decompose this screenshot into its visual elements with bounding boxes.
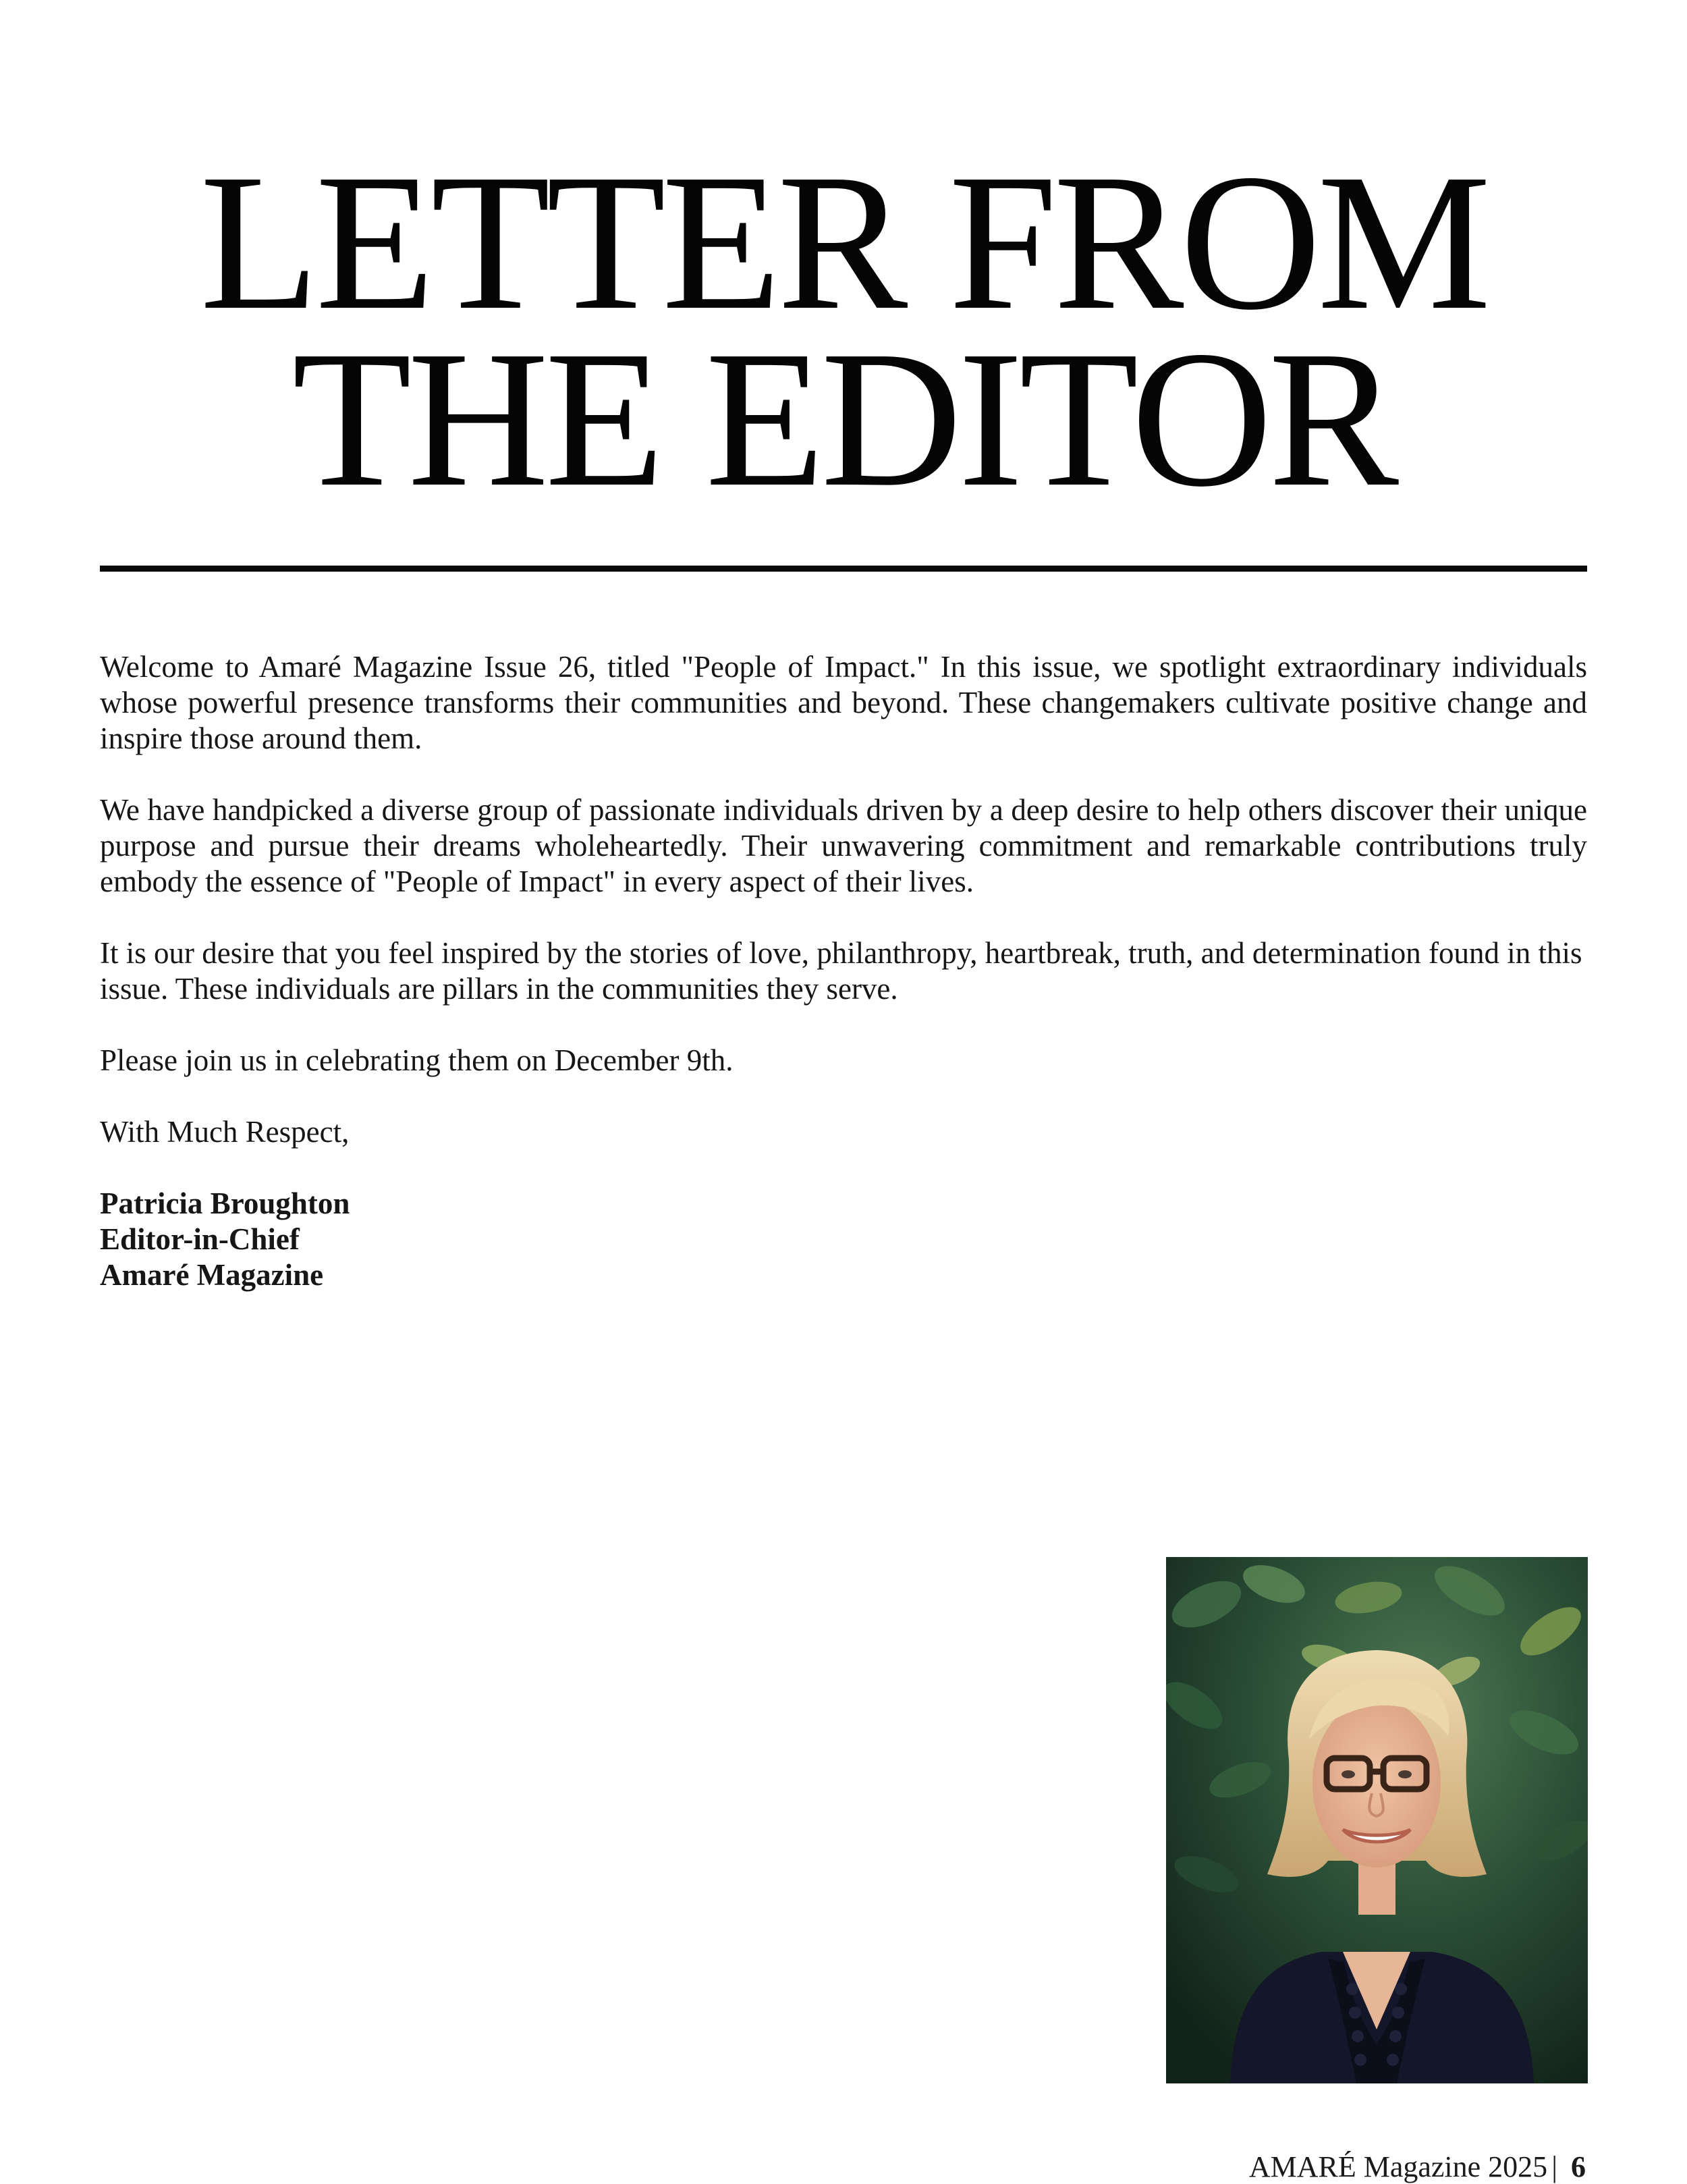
- paragraph-handpicked: We have handpicked a diverse group of passionate individuals driven by a deep desire to help others discover their unique purpose and pursue their dreams wholeheartedly. Their unwavering commitment and remarkable contributions truly embody the essence of "People of Impact" in every aspect of their lives.: [100, 793, 1587, 898]
- paragraph-intro: Welcome to Amaré Magazine Issue 26, titled "People of Impact." In this issue, we spotlight extraordinary individuals whose powerful presence transforms their communities and beyond. These changemakers cultivate positive change and inspire those around them.: [100, 650, 1587, 755]
- title-line-1: LETTER FROM: [200, 134, 1487, 350]
- letter-body: [100, 649, 1587, 1293]
- paragraph-inspired: It is our desire that you feel inspired by the stories of love, philanthropy, heartbreak, truth, and determination found in this issue. These individuals are pillars in the communities they serve.: [100, 936, 1582, 1006]
- signature-block: [100, 1186, 1587, 1293]
- footer-publication: AMARÉ Magazine 2025: [1248, 2150, 1548, 2183]
- footer-separator: |: [1551, 2150, 1557, 2183]
- signature-role: Editor-in-Chief: [100, 1222, 300, 1256]
- title-divider: [100, 566, 1587, 572]
- paragraph-celebrate: Please join us in celebrating them on December 9th.: [100, 1043, 734, 1077]
- editor-portrait-illustration: [1166, 1557, 1588, 2083]
- signature-name: Patricia Broughton: [100, 1186, 350, 1220]
- signature-publication: Amaré Magazine: [100, 1258, 324, 1292]
- title-line-2: THE EDITOR: [292, 310, 1395, 527]
- page-title: [100, 134, 1587, 527]
- closing-salutation: With Much Respect,: [100, 1115, 350, 1149]
- page-number: 6: [1571, 2150, 1586, 2183]
- page-footer: [1249, 2150, 1586, 2184]
- editor-portrait-photo: [1166, 1557, 1588, 2083]
